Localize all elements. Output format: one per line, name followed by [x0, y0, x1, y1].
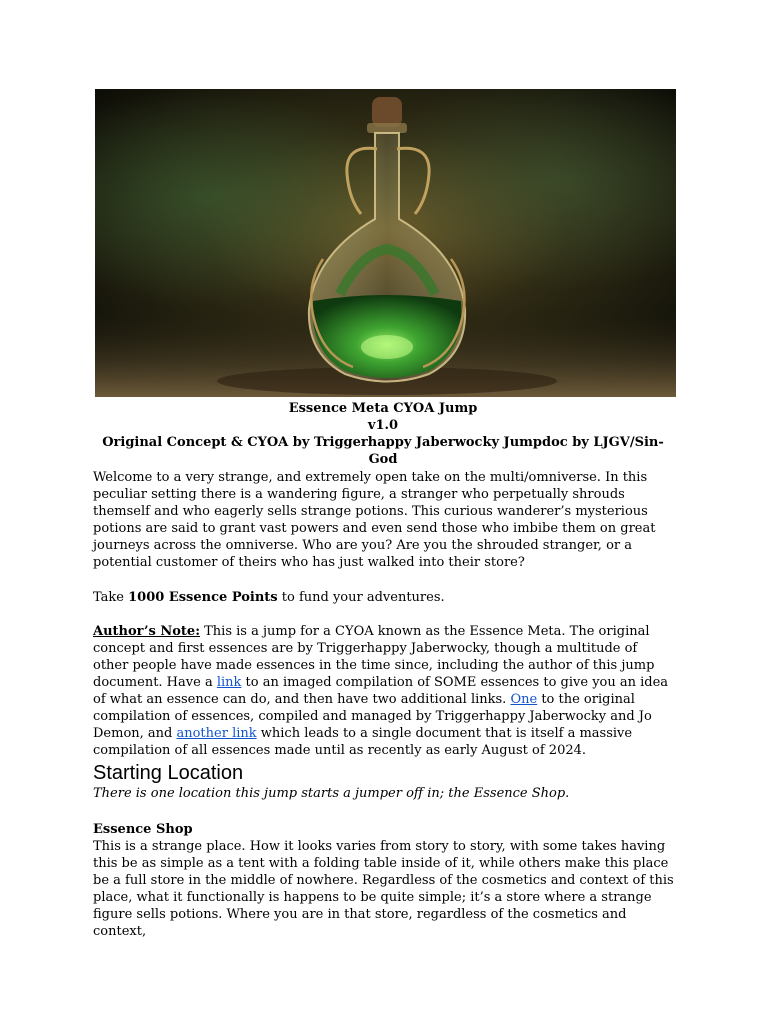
- document-version: v1.0: [367, 418, 399, 433]
- intro-section: [93, 469, 675, 571]
- author-note-text-2: to an imaged compilation of SOME essences to give you an idea of what an essence can do, and then have two additional links.: [93, 675, 669, 707]
- compilation-link[interactable]: link: [216, 675, 242, 690]
- author-note-text-4: which leads to a single document that is itself a massive compilation of all essences made until as recently as early August of 2024.: [93, 726, 633, 758]
- document-title: Essence Meta CYOA Jump: [288, 401, 478, 416]
- points-section: [93, 589, 675, 606]
- points-pre: Take: [93, 590, 129, 605]
- author-note-text-1: This is a jump for a CYOA known as the Essence Meta. The original concept and first essences are by Triggerhappy Jaberwocky, though a multitude of other people have made essences in the time since, including the author of this jump document. Have a: [93, 624, 655, 690]
- author-note-section: [93, 623, 675, 759]
- points-amount: 1000 Essence Points: [128, 590, 278, 605]
- intro-paragraph: Welcome to a very strange, and extremely open take on the multi/omniverse. In this peculiar setting there is a wandering figure, a stranger who perpetually shrouds themself and who eagerly sells strange potions. This curious wanderer’s mysterious potions are said to grant vast powers and even send those who imbibe them on great journeys across the omniverse. Who are you? Are you the shrouded stranger, or a potential customer of theirs who has just walked into their store?: [93, 470, 656, 570]
- points-post: to fund your adventures.: [277, 590, 445, 605]
- starting-location-section: [93, 761, 675, 802]
- document-credits: Original Concept & CYOA by Triggerhappy Jaberwocky Jumpdoc by LJGV/Sin-God: [102, 435, 664, 467]
- author-note-text-3: to the original compilation of essences, compiled and managed by Triggerhappy Jaberwocky and Jo Demon, and: [93, 692, 652, 741]
- starting-location-heading: Starting Location: [93, 762, 244, 784]
- essence-shop-text: This is a strange place. How it looks varies from story to story, with some takes having this be as simple as a tent with a folding table inside of it, while others make this place be a full store in the middle of nowhere. Regardless of the cosmetics and context of this place, what it functionally is happens to be quite simple; it’s a store where a strange figure sells potions. Where you are in that store, regardless of the cosmetics and context,: [93, 839, 674, 939]
- author-note-paragraph: [93, 623, 675, 759]
- original-compilation-link[interactable]: One: [510, 692, 538, 707]
- points-paragraph: [93, 589, 675, 606]
- document-title-block: [93, 400, 673, 468]
- potion-bottle-image: [95, 89, 676, 397]
- essence-shop-section: [93, 821, 675, 940]
- starting-location-subtitle: There is one location this jump starts a jumper off in; the Essence Shop.: [93, 786, 570, 801]
- essence-shop-heading: Essence Shop: [93, 822, 193, 837]
- massive-compilation-link[interactable]: another link: [176, 726, 257, 741]
- author-note-label: Author’s Note:: [93, 624, 200, 639]
